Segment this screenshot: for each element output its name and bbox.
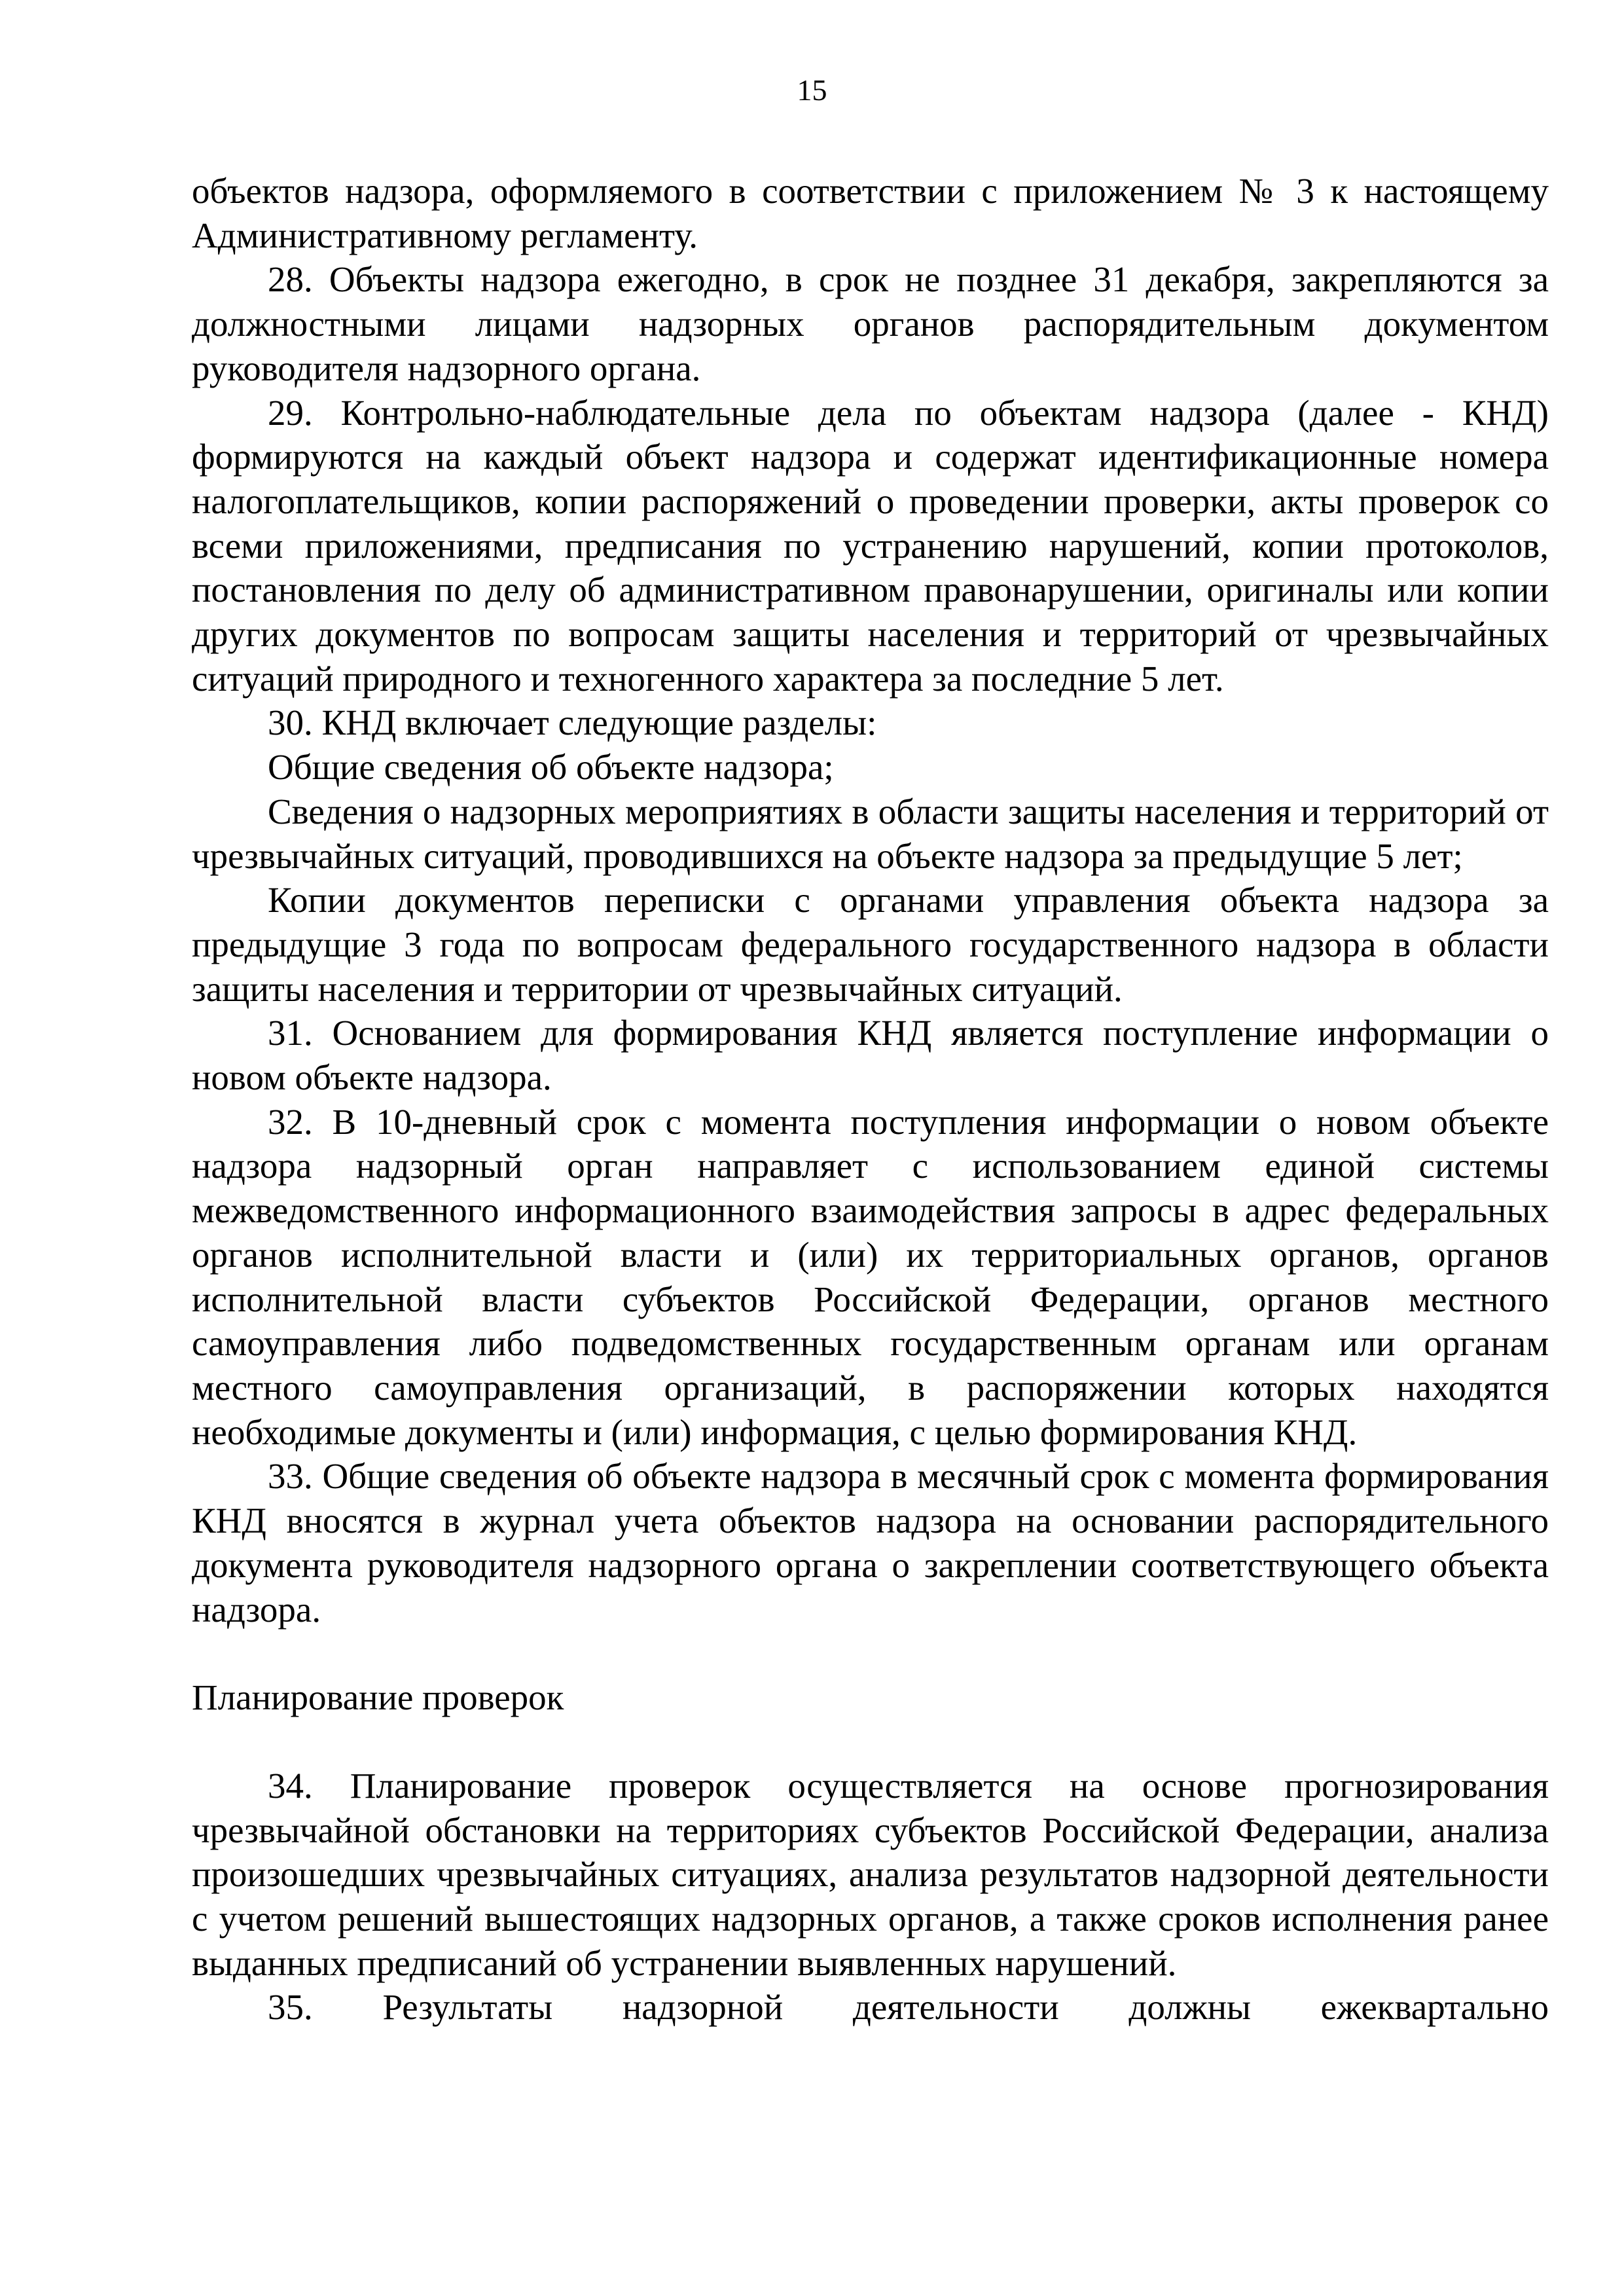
paragraph-p30: 30. КНД включает следующие разделы: <box>268 702 877 743</box>
paragraph-p33: 33. Общие сведения об объекте надзора в месячный срок с момента формирования КНД вносятся в журнал учета объектов надзора на основании распорядительного документа руководителя надзорного органа о закреплении соответствующего объекта надзора. <box>192 1456 1549 1630</box>
paragraph-p31: 31. Основанием для формирования КНД является поступление информации о новом объекте надзора. <box>192 1013 1549 1098</box>
paragraph-p34: 34. Планирование проверок осуществляется на основе прогнозирования чрезвычайной обстановки на территориях субъектов Российской Федерации, анализа произошедших чрезвычайных ситуациях, анализа результатов надзорной деятельности с учетом решений вышестоящих надзорных органов, а также сроков исполнения ранее выданных предписаний об устранении выявленных нарушений. <box>192 1765 1549 1983</box>
paragraph-p30-c: Копии документов переписки с органами управления объекта надзора за предыдущие 3 года по вопросам федерального государственного надзора в области защиты населения и территории от чрезвычайных ситуаций. <box>192 880 1549 1009</box>
page-number: 15 <box>797 73 827 107</box>
paragraphs-bottom <box>192 1764 1549 2030</box>
document-body <box>192 169 1549 2030</box>
paragraph-p35: 35. Результаты надзорной деятельности должны ежеквартально <box>268 1987 1549 2028</box>
paragraph-p28: 28. Объекты надзора ежегодно, в срок не позднее 31 декабря, закрепляются за должностными лицами надзорных органов распорядительным документом руководителя надзорного органа. <box>192 259 1549 388</box>
paragraph-p32: 32. В 10-дневный срок с момента поступления информации о новом объекте надзора надзорный орган направляет с использованием единой системы межведомственного информационного взаимодействия запросы в адрес федеральных органов исполнительной власти и (или) их территориальных органов, органов исполнительной власти субъектов Российской Федерации, органов местного самоуправления либо подведомственных государственным органам или органам местного самоуправления организаций, в распоряжении которых находятся необходимые документы и (или) информация, с целью формирования КНД. <box>192 1101 1549 1452</box>
paragraph-p27-cont: объектов надзора, оформляемого в соответствии с приложением № 3 к настоящему Административному регламенту. <box>192 171 1549 255</box>
paragraph-p29: 29. Контрольно-наблюдательные дела по объектам надзора (далее - КНД) формируются на каждый объект надзора и содержат идентификационные номера налогоплательщиков, копии распоряжений о проведении проверки, акты проверок со всеми приложениями, предписания по устранению нарушений, копии протоколов, постановления по делу об административном правонарушении, оригиналы или копии других документов по вопросам защиты населения и территорий от чрезвычайных ситуаций природного и техногенного характера за последние 5 лет. <box>192 392 1549 699</box>
section-heading: Планирование проверок <box>192 1677 564 1718</box>
paragraph-p30-b: Сведения о надзорных мероприятиях в области защиты населения и территорий от чрезвычайных ситуаций, проводившихся на объекте надзора за предыдущие 5 лет; <box>192 791 1549 876</box>
paragraphs-top <box>192 169 1549 1631</box>
paragraph-p30-a: Общие сведения об объекте надзора; <box>268 747 834 788</box>
